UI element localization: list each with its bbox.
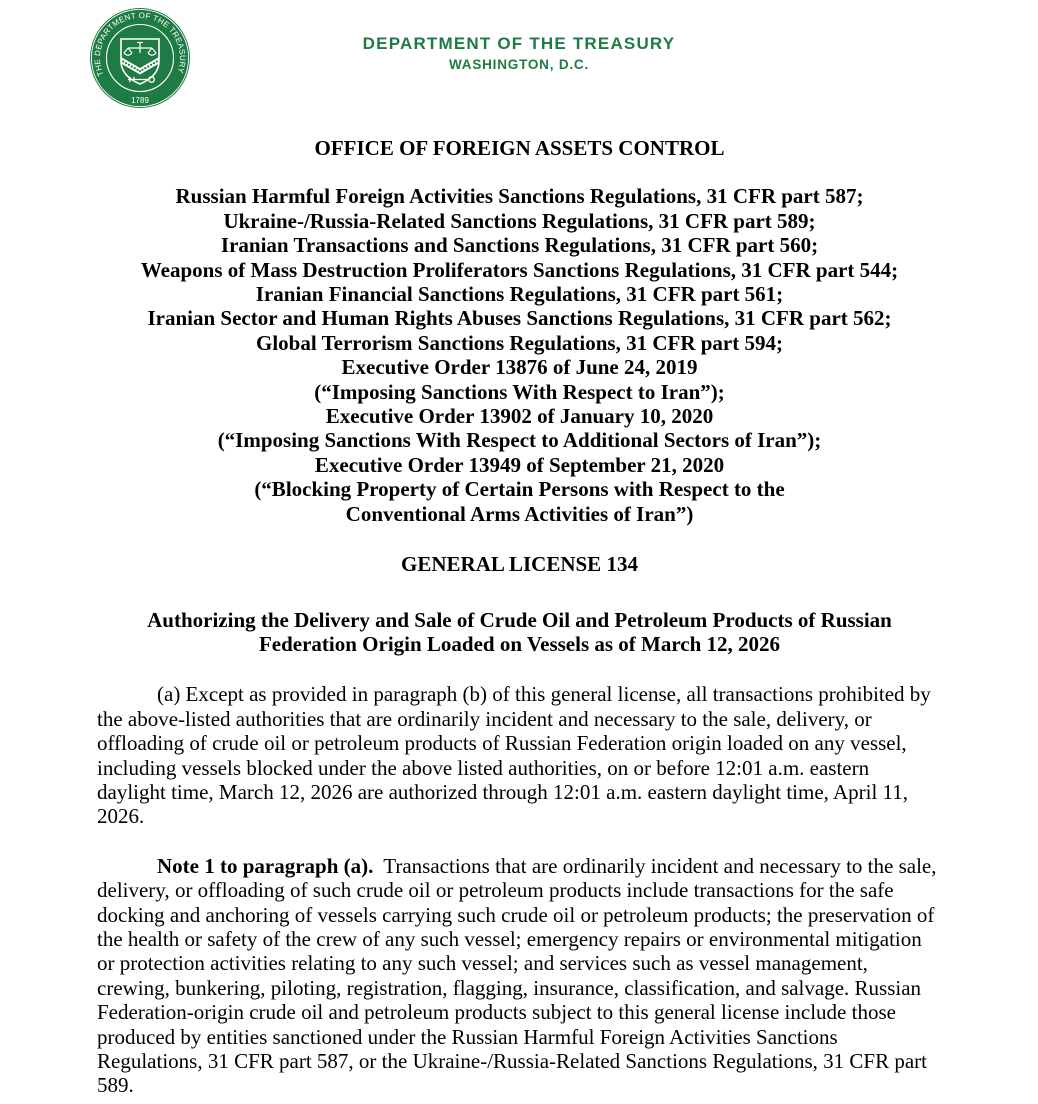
subject-line: Authorizing the Delivery and Sale of Crude Oil and Petroleum Products of Russian	[147, 607, 892, 632]
authority-line: Iranian Transactions and Sanctions Regulations, 31 CFR part 560;	[220, 233, 819, 258]
authority-line: Executive Order 13902 of January 10, 2020	[325, 404, 714, 429]
authority-line: (“Imposing Sanctions With Respect to Iran”);	[314, 379, 725, 404]
office-heading: OFFICE OF FOREIGN ASSETS CONTROL	[314, 136, 725, 160]
authority-line: Iranian Financial Sanctions Regulations, 31 CFR part 561;	[255, 282, 784, 307]
authorities-list	[97, 184, 942, 526]
seal-year: 1789	[131, 96, 149, 105]
license-heading: GENERAL LICENSE 134	[401, 552, 638, 577]
document-content	[97, 136, 942, 1098]
agency-name: DEPARTMENT OF THE TREASURY	[362, 34, 676, 53]
authority-line: Ukraine-/Russia-Related Sanctions Regulations, 31 CFR part 589;	[223, 208, 816, 233]
authority-line: Global Terrorism Sanctions Regulations, 31 CFR part 594;	[256, 330, 783, 355]
letterhead	[0, 34, 1038, 72]
subject-line: Federation Origin Loaded on Vessels as of March 12, 2026	[258, 631, 781, 656]
authority-line: Russian Harmful Foreign Activities Sanctions Regulations, 31 CFR part 587;	[175, 184, 864, 209]
paragraph-a: (a) Except as provided in paragraph (b) of this general license, all transactions prohibited by the above-listed authorities that are ordinarily incident and necessary to the sale, delivery, or offloading of crude oil or petroleum products of Russian Federation origin loaded on any vessel, including vessels blocked under the above listed authorities, on or before 12:01 a.m. eastern daylight time, March 12, 2026 are authorized through 12:01 a.m. eastern daylight time, April 11, 2026.	[97, 682, 931, 829]
authority-line: Weapons of Mass Destruction Proliferators Sanctions Regulations, 31 CFR part 544;	[140, 257, 899, 282]
note-1-text: Transactions that are ordinarily incident and necessary to the sale, delivery, or offloading of such crude oil or petroleum products include transactions for the safe docking and anchoring of vessels carrying such crude oil or petroleum products; the preservation of the health or safety of the crew of any such vessel; emergency repairs or environmental mitigation or protection activities relating to any such vessel; and services such as vessel management, crewing, bunkering, piloting, registration, flagging, insurance, classification, and salvage. Russian Federation-origin crude oil and petroleum products subject to this general license include those produced by entities sanctioned under the Russian Harmful Foreign Activities Sanctions Regulations, 31 CFR part 587, or the Ukraine-/Russia-Related Sanctions Regulations, 31 CFR part 589.	[97, 853, 937, 1098]
authority-line: Iranian Sector and Human Rights Abuses Sanctions Regulations, 31 CFR part 562;	[147, 306, 892, 331]
authority-line: Executive Order 13876 of June 24, 2019	[341, 355, 698, 380]
note-1-paragraph	[97, 854, 942, 1098]
seal-ring-text: THE DEPARTMENT OF THE TREASURY	[92, 11, 188, 78]
agency-location: WASHINGTON, D.C.	[448, 57, 590, 72]
authority-line: (“Imposing Sanctions With Respect to Additional Sectors of Iran”);	[217, 428, 822, 453]
note-1-label: Note 1 to paragraph (a).	[157, 853, 374, 878]
authority-line: Executive Order 13949 of September 21, 2020	[314, 452, 725, 477]
authority-line: (“Blocking Property of Certain Persons with Respect to the	[254, 477, 785, 502]
authority-line: Conventional Arms Activities of Iran”)	[345, 501, 694, 526]
license-subject	[97, 608, 942, 657]
